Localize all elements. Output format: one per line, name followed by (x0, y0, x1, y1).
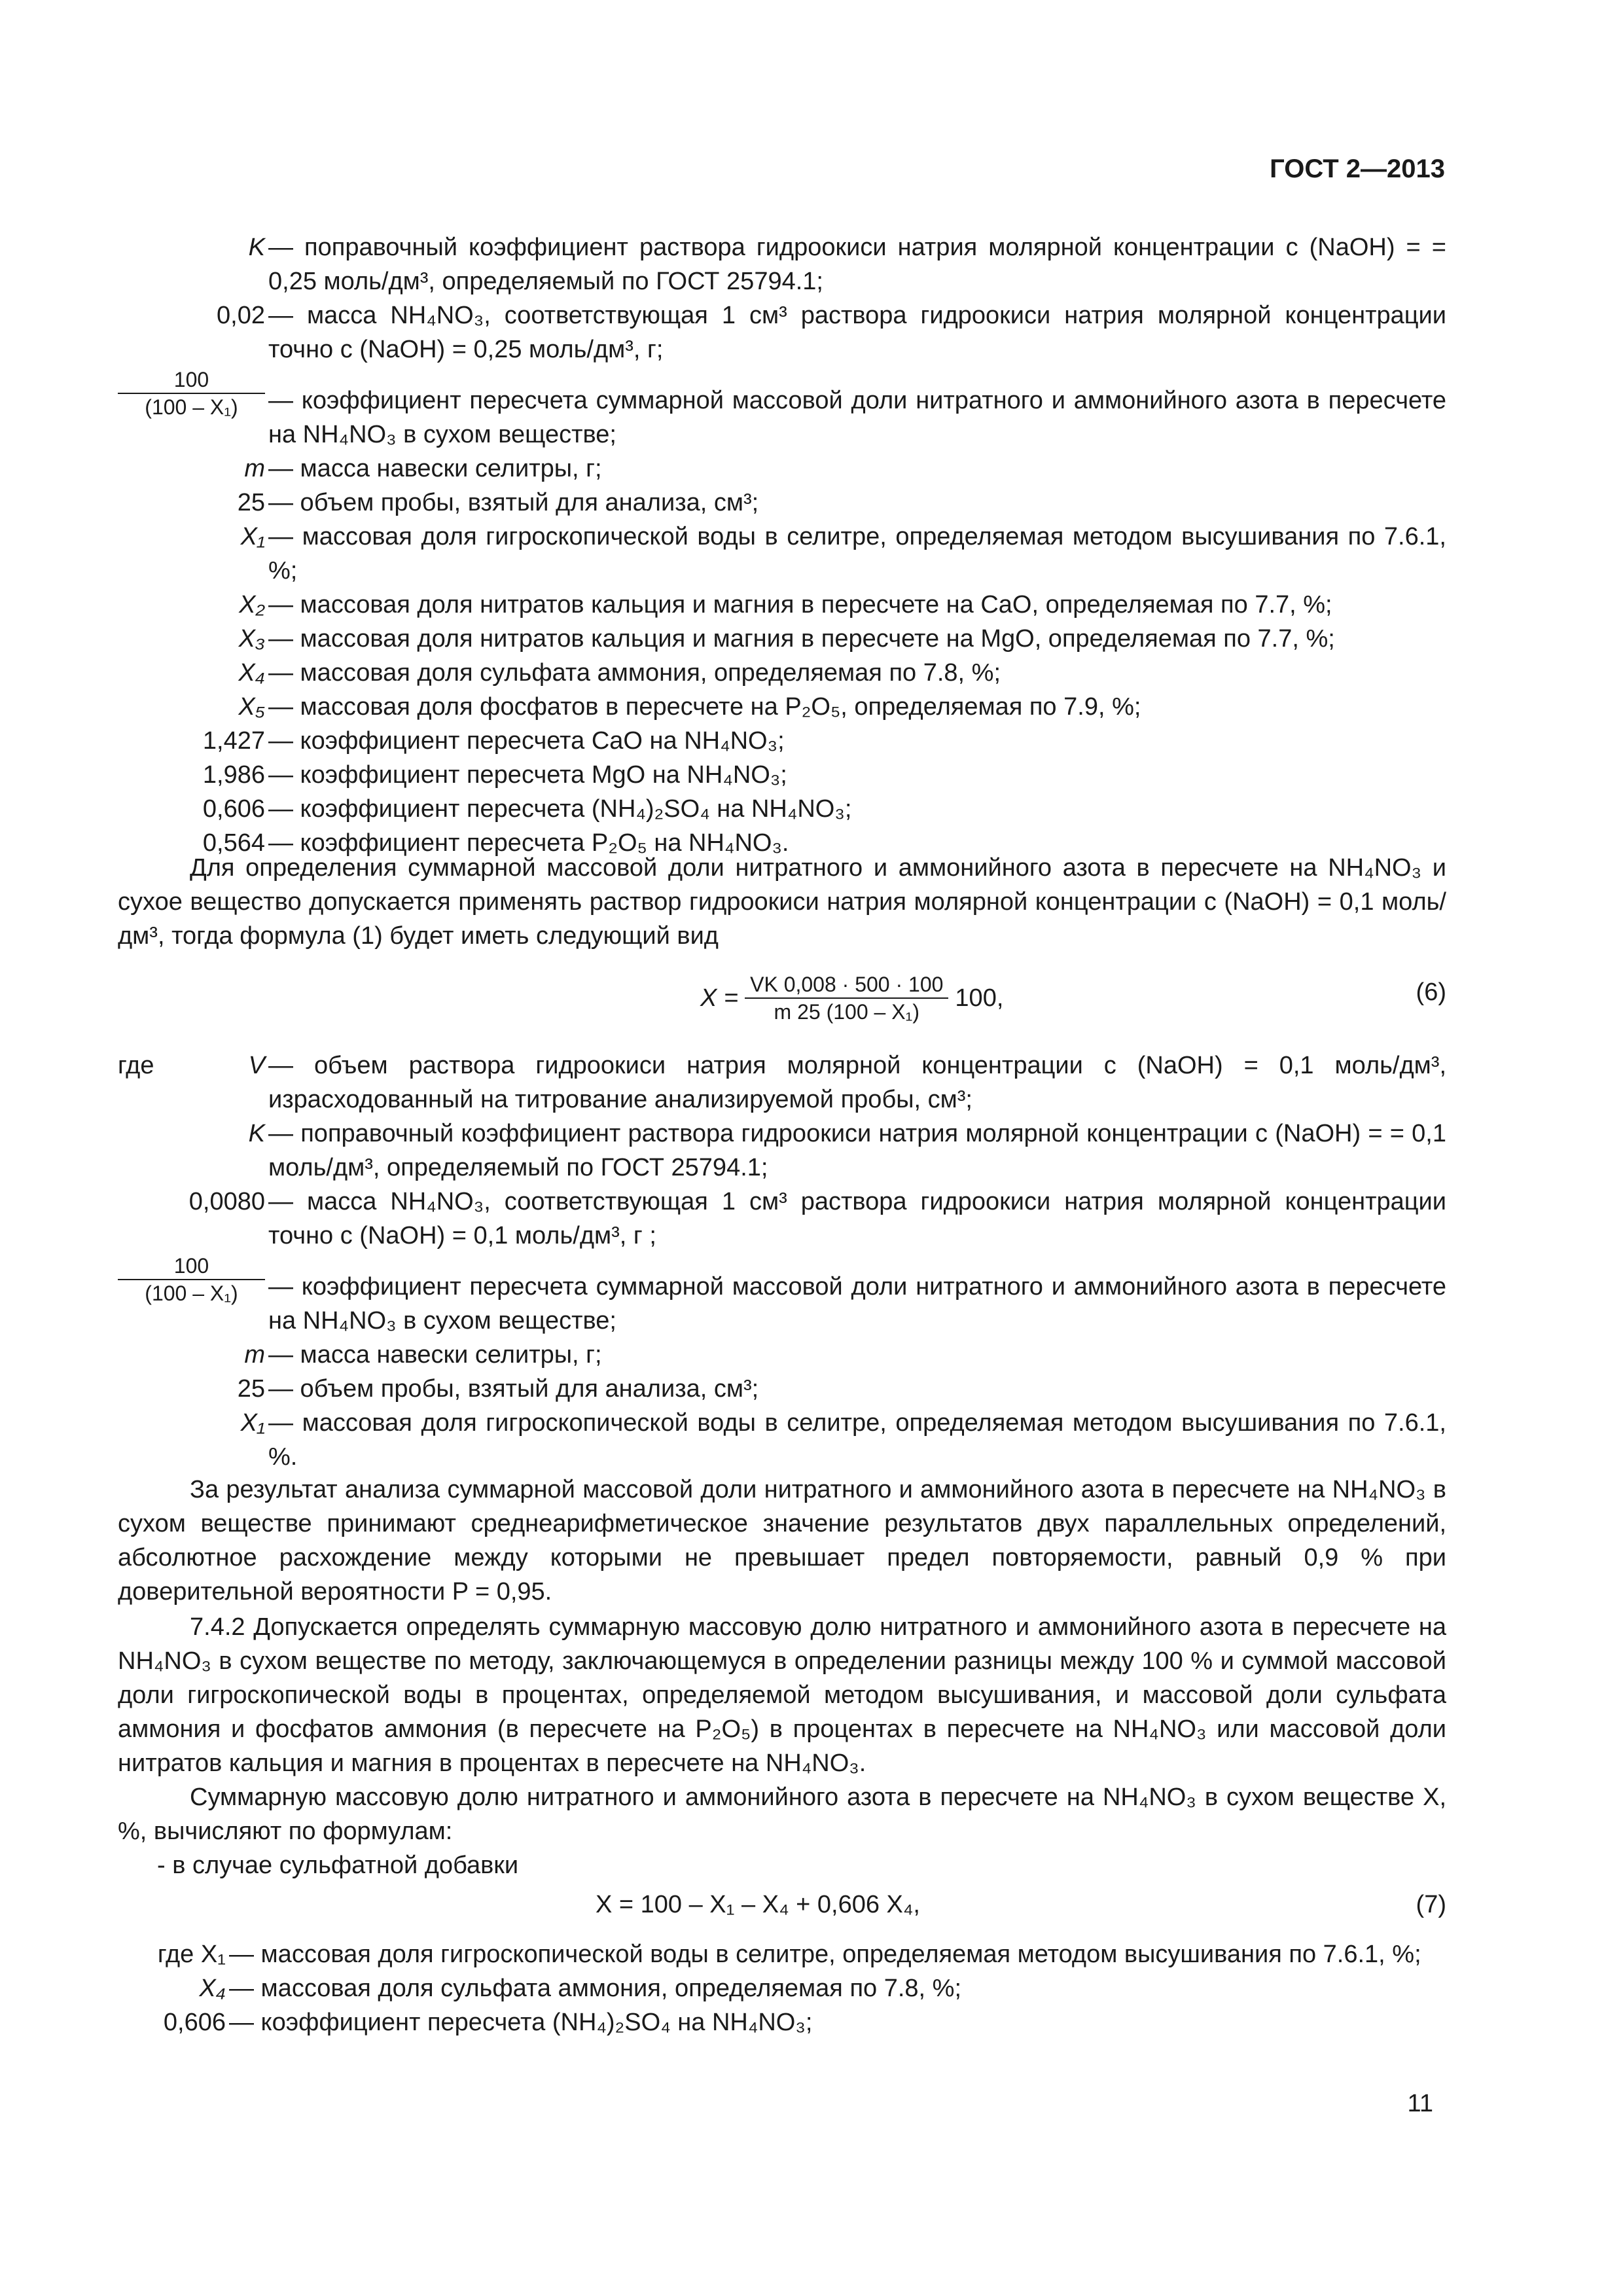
def-text: — массовая доля гигроскопической воды в селитре, определяемая методом высушивания по 7.6.1, %; (268, 523, 1446, 584)
def-0080 (118, 1185, 1446, 1253)
term-X4: X₄ (238, 659, 265, 687)
formula-numerator: VK 0,008 · 500 · 100 (745, 971, 948, 999)
paragraph-text: Для определения суммарной массовой доли нитратного и аммонийного азота в пересчете на NH₄NO₃ и сухое вещество допускается применять раствор гидроокиси натрия молярной концентрации c (NaOH) = 0,1 моль/дм³, тогда формула (1) будет иметь следующий вид (118, 854, 1446, 950)
def-text: — масса навески селитры, г; (268, 455, 602, 482)
formula-number: (6) (1416, 978, 1446, 1006)
paragraph-3 (118, 1610, 1446, 1780)
def-text: — объем раствора гидроокиси натрия молярной концентрации c (NaOH) = 0,1 моль/дм³, израсходованный на титрование анализируемой пробы, см³; (268, 1052, 1446, 1113)
term-V: V (248, 1052, 265, 1079)
def-K (118, 230, 1446, 298)
page-number: 11 (1407, 2090, 1433, 2117)
term-X4c: X₄ (199, 1975, 226, 2002)
fraction-denominator: (100 – X₁) (145, 1282, 238, 1305)
def-text: — массовая доля сульфата аммония, определяемая по 7.8, %; (268, 659, 1001, 687)
paragraph-1 (118, 851, 1446, 953)
fraction-term (118, 367, 265, 420)
def-X1c (118, 1937, 1446, 1971)
term-1427: 1,427 (202, 727, 265, 755)
def-X4 (118, 656, 1446, 690)
term-m2: m (244, 1341, 265, 1369)
definitions-block-1 (118, 230, 1446, 860)
paragraph-2 (118, 1473, 1446, 1609)
term-X1: X₁ (240, 523, 265, 550)
term-25: 25 (237, 489, 265, 516)
def-text: — массовая доля нитратов кальция и магния в пересчете на CaO, определяемая по 7.7, %; (268, 591, 1332, 619)
term-X1b: X₁ (240, 1409, 265, 1437)
def-text: — коэффициент пересчета MgO на NH₄NO₃; (268, 761, 787, 789)
formula-7-expression: X = 100 – X₁ – X₄ + 0,606 X₄, (596, 1891, 920, 1918)
term-1986: 1,986 (202, 761, 265, 789)
def-X5 (118, 690, 1446, 724)
term-X3: X₃ (238, 625, 265, 653)
fraction-numerator: 100 (118, 367, 265, 394)
def-text: — массовая доля фосфатов в пересчете на P₂O₅, определяемая по 7.9, %; (268, 693, 1141, 721)
fraction-denominator: (100 – X₁) (145, 395, 238, 419)
term-K2: K (248, 1120, 265, 1147)
def-1986 (118, 758, 1446, 792)
term-0606c: 0,606 (163, 2009, 226, 2036)
def-frac (118, 367, 1446, 452)
def-text: — коэффициент пересчета суммарной массовой доли нитратного и аммонийного азота в пересчете на NH₄NO₃ в сухом веществе; (268, 1273, 1446, 1335)
def-text: — коэффициент пересчета суммарной массовой доли нитратного и аммонийного азота в пересчете на NH₄NO₃ в сухом веществе; (268, 387, 1446, 448)
formula-6 (118, 962, 1446, 1034)
def-text: — массовая доля гигроскопической воды в селитре, определяемая методом высушивания по 7.6.1, %. (268, 1409, 1446, 1471)
def-25 (118, 486, 1446, 520)
def-K2 (118, 1117, 1446, 1185)
term-0080: 0,0080 (188, 1188, 265, 1215)
def-text: — коэффициент пересчета P₂O₅ на NH₄NO₃. (268, 829, 789, 857)
def-1427 (118, 724, 1446, 758)
def-m2 (118, 1338, 1446, 1372)
formula-denominator: m 25 (100 – X₁) (774, 1000, 919, 1024)
fraction-numerator: 100 (118, 1253, 265, 1280)
def-text: — масса навески селитры, г; (268, 1341, 602, 1369)
term-K: K (248, 234, 265, 261)
def-text: — массовая доля нитратов кальция и магния в пересчете на MgO, определяемая по 7.7, %; (268, 625, 1335, 653)
term-X5: X₅ (238, 693, 265, 721)
formula-number: (7) (1416, 1891, 1446, 1918)
def-m (118, 452, 1446, 486)
def-text: — массовая доля сульфата аммония, определяемая по 7.8, %; (229, 1975, 961, 2002)
def-X1 (118, 520, 1446, 588)
term-252: 25 (237, 1375, 265, 1403)
definitions-block-2 (118, 1049, 1446, 1474)
gde-label: где (118, 1052, 154, 1079)
standard-header: ГОСТ 2—2013 (1270, 154, 1445, 183)
def-X4c (118, 1971, 1446, 2005)
def-text: — поправочный коэффициент раствора гидроокиси натрия молярной концентрации c (NaOH) = = 0,1 моль/дм³, определяемый по ГОСТ 25794.1; (268, 1120, 1446, 1181)
formula-6-expression (700, 962, 1003, 1034)
paragraph-text: За результат анализа суммарной массовой доли нитратного и аммонийного азота в пересчете на NH₄NO₃ в сухом веществе принимают среднеарифметическое значение результатов двух параллельных определений, абсолютное расхождение между которыми не превышает предел повторяемости, равный 0,9 % при доверительной вероятности P = 0,95. (118, 1476, 1446, 1605)
def-text: — объем пробы, взятый для анализа, см³; (268, 489, 759, 516)
def-V (118, 1049, 1446, 1117)
def-0606 (118, 792, 1446, 826)
term-0564: 0,564 (202, 829, 265, 857)
paragraph-text: Суммарную массовую долю нитратного и аммонийного азота в пересчете на NH₄NO₃ в сухом веществе X, %, вычисляют по формулам: (118, 1784, 1446, 1845)
paragraph-text: 7.4.2 Допускается определять суммарную массовую долю нитратного и аммонийного азота в пересчете на NH₄NO₃ в сухом веществе по методу, заключающемуся в определении разницы между 100 % и суммой массовой доли гигроскопической воды в процентах, определяемой методом высушивания, и массовой доли сульфата аммония и фосфатов аммония (в пересчете на P₂O₅) в процентах в пересчете на NH₄NO₃ или массовой доли нитратов кальция и магния в процентах в пересчете на NH₄NO₃. (118, 1613, 1446, 1777)
def-text: — коэффициент пересчета (NH₄)₂SO₄ на NH₄NO₃; (229, 2009, 813, 2036)
def-X2 (118, 588, 1446, 622)
fraction-term (118, 1253, 265, 1306)
def-X3 (118, 622, 1446, 656)
term-0606: 0,606 (202, 795, 265, 823)
def-frac2 (118, 1253, 1446, 1338)
def-text: — массовая доля гигроскопической воды в селитре, определяемая методом высушивания по 7.6.1, %; (229, 1941, 1421, 1968)
def-text: — коэффициент пересчета (NH₄)₂SO₄ на NH₄NO₃; (268, 795, 852, 823)
formula-tail: 100, (955, 984, 1004, 1012)
term-gde-X1: где X₁ (157, 1941, 226, 1968)
paragraph-4 (118, 1780, 1446, 1882)
term-X2: X₂ (239, 591, 265, 619)
def-002 (118, 298, 1446, 367)
def-text: — коэффициент пересчета CaO на NH₄NO₃; (268, 727, 785, 755)
definitions-block-3 (118, 1937, 1446, 2039)
def-text: — масса NH₄NO₃, соответствующая 1 см³ раствора гидроокиси натрия молярной концентрации точно c (NaOH) = 0,25 моль/дм³, г; (268, 302, 1446, 363)
def-text: — объем пробы, взятый для анализа, см³; (268, 1375, 759, 1403)
term-002: 0,02 (217, 302, 265, 329)
def-252 (118, 1372, 1446, 1406)
formula-fraction (745, 971, 948, 1025)
def-X1b (118, 1406, 1446, 1474)
def-text: — масса NH₄NO₃, соответствующая 1 см³ раствора гидроокиси натрия молярной концентрации точно c (NaOH) = 0,1 моль/дм³, г ; (268, 1188, 1446, 1249)
def-text: — поправочный коэффициент раствора гидроокиси натрия молярной концентрации c (NaOH) = = 0,25 моль/дм³, определяемый по ГОСТ 25794.1; (268, 234, 1446, 295)
paragraph-text: - в случае сульфатной добавки (157, 1852, 519, 1879)
formula-lhs: X = (700, 984, 739, 1012)
term-m: m (244, 455, 265, 482)
formula-7 (118, 1885, 1446, 1924)
term-V-row (118, 1049, 265, 1083)
def-0606c (118, 2005, 1446, 2039)
